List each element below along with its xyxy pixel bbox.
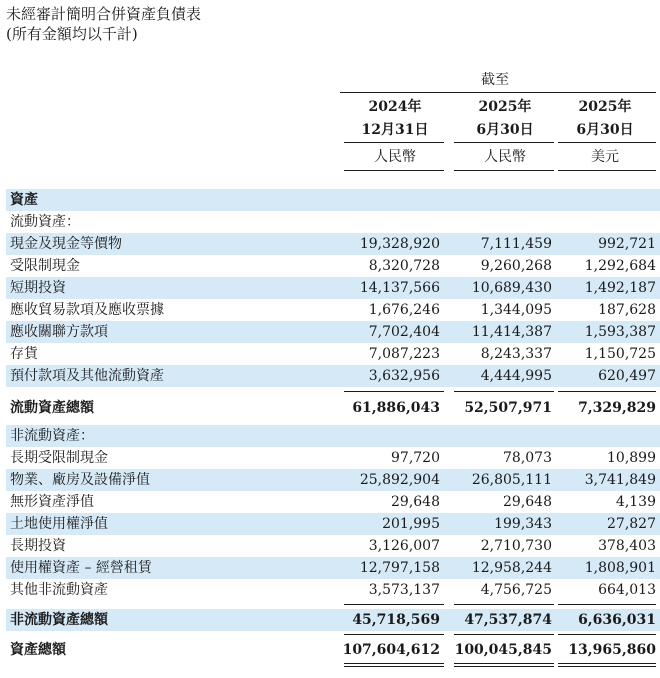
row-label: 流動資產： — [10, 214, 80, 230]
cell-2024-12-31-rmb: 8,320,728 — [368, 258, 440, 274]
cell-2025-06-30-rmb: 29,648 — [503, 494, 552, 510]
col2-year: 2025年 — [478, 99, 532, 115]
cell-2025-06-30-rmb: 199,343 — [494, 516, 552, 532]
row-total-non-current-assets — [6, 609, 660, 631]
cell-2024-12-31-rmb: 7,087,223 — [368, 346, 440, 362]
cell-2025-06-30-usd: 1,808,901 — [584, 560, 656, 576]
cell-2024-12-31-rmb: 12,797,158 — [359, 560, 440, 576]
cell-2025-06-30-usd: 1,492,187 — [584, 280, 656, 296]
table-row — [6, 343, 660, 365]
cell-2025-06-30-rmb: 78,073 — [503, 450, 552, 466]
col1-header-rule — [344, 170, 444, 171]
row-label: 長期投資 — [10, 538, 66, 554]
total-double-rule — [454, 666, 554, 667]
cell-2025-06-30-usd: 7,329,829 — [578, 400, 656, 416]
cell-2025-06-30-usd: 27,827 — [607, 516, 656, 532]
statement-title: 未經審計簡明合併資產負債表 — [6, 5, 202, 23]
row-non-current-assets-heading — [6, 425, 660, 447]
cell-2024-12-31-rmb: 25,892,904 — [359, 472, 440, 488]
cell-2025-06-30-rmb: 26,805,111 — [471, 472, 552, 488]
cell-2025-06-30-rmb: 1,344,095 — [480, 302, 552, 318]
statement-subtitle: (所有金額均以千計) — [6, 25, 138, 43]
col3-currency: 美元 — [591, 149, 619, 165]
row-label: 使用權資產 – 經營租賃 — [10, 560, 152, 576]
cell-2025-06-30-usd: 378,403 — [598, 538, 656, 554]
cell-2024-12-31-rmb: 3,126,007 — [368, 538, 440, 554]
row-current-assets-heading — [6, 211, 660, 233]
total-double-rule — [344, 666, 444, 667]
col1-year: 2024年 — [368, 99, 422, 115]
table-row — [6, 321, 660, 343]
row-label: 物業、廠房及設備淨值 — [10, 472, 150, 488]
total-rule — [454, 634, 554, 635]
header-as-of-rule — [340, 92, 656, 93]
cell-2025-06-30-usd: 6,636,031 — [578, 612, 656, 628]
subtotal-rule — [344, 604, 444, 605]
subtotal-rule — [558, 604, 656, 605]
total-double-rule — [344, 663, 444, 664]
row-label: 土地使用權淨值 — [10, 516, 108, 532]
cell-2025-06-30-usd: 4,139 — [615, 494, 656, 510]
cell-2025-06-30-rmb: 47,537,874 — [464, 612, 552, 628]
cell-2025-06-30-usd: 1,292,684 — [584, 258, 656, 274]
cell-2024-12-31-rmb: 45,718,569 — [352, 612, 440, 628]
cell-2025-06-30-usd: 3,741,849 — [584, 472, 656, 488]
table-row — [6, 469, 660, 491]
cell-2025-06-30-rmb: 11,414,387 — [471, 324, 552, 340]
table-row — [6, 299, 660, 321]
col2-date-rule — [454, 142, 554, 143]
total-double-rule — [454, 663, 554, 664]
table-row — [6, 579, 660, 601]
subtotal-rule — [558, 391, 656, 392]
col1-date-rule — [344, 142, 444, 143]
row-label: 應收關聯方款項 — [10, 324, 108, 340]
subtotal-rule — [454, 604, 554, 605]
cell-2025-06-30-rmb: 100,045,845 — [454, 642, 552, 658]
cell-2024-12-31-rmb: 107,604,612 — [342, 642, 440, 658]
row-label: 其他非流動資產 — [10, 582, 108, 598]
row-label: 預付款項及其他流動資產 — [10, 368, 164, 384]
col3-date: 6月30日 — [576, 122, 634, 138]
total-rule — [344, 634, 444, 635]
table-row — [6, 447, 660, 469]
row-label: 非流動資產總額 — [10, 612, 108, 628]
table-row — [6, 255, 660, 277]
row-label: 流動資產總額 — [10, 400, 94, 416]
cell-2025-06-30-rmb: 4,444,995 — [480, 368, 552, 384]
table-row — [6, 233, 660, 255]
row-label: 存貨 — [10, 346, 38, 362]
row-label: 受限制現金 — [10, 258, 80, 274]
cell-2025-06-30-rmb: 9,260,268 — [480, 258, 552, 274]
cell-2025-06-30-rmb: 8,243,337 — [480, 346, 552, 362]
col3-date-rule — [558, 142, 656, 143]
row-label: 非流動資產： — [10, 428, 94, 444]
cell-2025-06-30-rmb: 4,756,725 — [480, 582, 552, 598]
table-row — [6, 535, 660, 557]
total-double-rule — [558, 666, 656, 667]
cell-2024-12-31-rmb: 1,676,246 — [368, 302, 440, 318]
row-total-assets — [6, 639, 660, 661]
cell-2024-12-31-rmb: 14,137,566 — [359, 280, 440, 296]
col1-currency: 人民幣 — [374, 149, 416, 165]
row-label: 短期投資 — [10, 280, 66, 296]
row-total-current-assets — [6, 397, 660, 419]
cell-2024-12-31-rmb: 3,573,137 — [368, 582, 440, 598]
cell-2025-06-30-rmb: 2,710,730 — [480, 538, 552, 554]
col2-currency: 人民幣 — [484, 149, 526, 165]
cell-2025-06-30-usd: 992,721 — [598, 236, 656, 252]
cell-2025-06-30-usd: 620,497 — [598, 368, 656, 384]
col3-header-rule — [558, 170, 656, 171]
table-row — [6, 277, 660, 299]
cell-2025-06-30-usd: 664,013 — [598, 582, 656, 598]
subtotal-rule — [344, 391, 444, 392]
cell-2025-06-30-usd: 10,899 — [607, 450, 656, 466]
table-row — [6, 513, 660, 535]
row-label: 應收貿易款項及應收票據 — [10, 302, 164, 318]
cell-2024-12-31-rmb: 201,995 — [382, 516, 440, 532]
header-as-of: 截至 — [481, 72, 509, 88]
cell-2024-12-31-rmb: 61,886,043 — [352, 400, 440, 416]
cell-2025-06-30-usd: 187,628 — [598, 302, 656, 318]
cell-2025-06-30-rmb: 12,958,244 — [471, 560, 552, 576]
col2-date: 6月30日 — [476, 122, 534, 138]
row-label: 現金及現金等價物 — [10, 236, 122, 252]
cell-2024-12-31-rmb: 7,702,404 — [368, 324, 440, 340]
cell-2025-06-30-usd: 1,593,387 — [584, 324, 656, 340]
cell-2025-06-30-usd: 1,150,725 — [584, 346, 656, 362]
total-double-rule — [558, 663, 656, 664]
cell-2024-12-31-rmb: 3,632,956 — [368, 368, 440, 384]
cell-2025-06-30-rmb: 10,689,430 — [471, 280, 552, 296]
row-label: 資產 — [10, 192, 38, 208]
col2-header-rule — [454, 170, 554, 171]
cell-2025-06-30-usd: 13,965,860 — [568, 642, 656, 658]
subtotal-rule — [454, 391, 554, 392]
cell-2024-12-31-rmb: 97,720 — [391, 450, 440, 466]
cell-2024-12-31-rmb: 29,648 — [391, 494, 440, 510]
total-rule — [558, 634, 656, 635]
table-row — [6, 491, 660, 513]
table-row — [6, 365, 660, 387]
cell-2025-06-30-rmb: 52,507,971 — [464, 400, 552, 416]
cell-2025-06-30-rmb: 7,111,459 — [480, 236, 552, 252]
col1-date: 12月31日 — [361, 122, 429, 138]
row-label: 資產總額 — [10, 642, 66, 658]
row-label: 長期受限制現金 — [10, 450, 108, 466]
row-label: 無形資產淨值 — [10, 494, 94, 510]
table-row — [6, 557, 660, 579]
row-assets-heading — [6, 189, 660, 211]
cell-2024-12-31-rmb: 19,328,920 — [359, 236, 440, 252]
col3-year: 2025年 — [578, 99, 632, 115]
